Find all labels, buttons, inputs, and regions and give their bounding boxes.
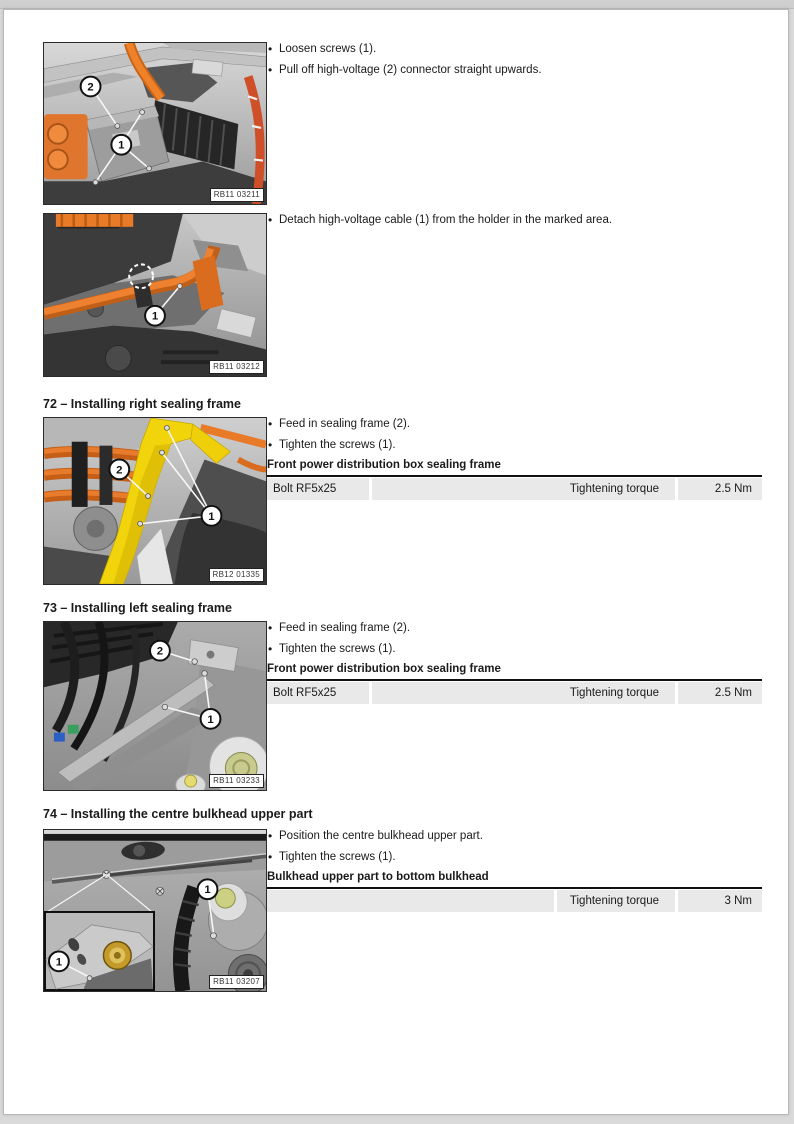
svg-text:1: 1 — [118, 139, 125, 152]
instruction-bullet: • Tighten the screws (1). — [267, 847, 762, 868]
torque-table — [267, 870, 762, 912]
torque-label: Tightening torque — [372, 682, 675, 704]
photo-label: RB12 01335 — [209, 568, 264, 582]
instruction-bullet: • Feed in sealing frame (2). — [267, 414, 762, 435]
torque-table-rule — [267, 887, 762, 889]
torque-table-title: Front power distribution box sealing frame — [267, 459, 501, 471]
instruction-photo-2 — [43, 213, 267, 377]
instruction-bullet: • Tighten the screws (1). — [267, 435, 762, 456]
callout-2 — [150, 641, 170, 661]
manual-page — [3, 9, 789, 1115]
instruction-bullet: • Detach high-voltage cable (1) from the holder in the marked area. — [267, 210, 762, 231]
torque-table-title: Bulkhead upper part to bottom bulkhead — [267, 871, 489, 883]
callout-1 — [145, 306, 165, 326]
engine-bay-connector-illustration — [44, 43, 266, 204]
instruction-bullet: • Tighten the screws (1). — [267, 639, 762, 660]
step-block-connector — [43, 42, 762, 205]
step-block-right-sealing-frame — [43, 417, 762, 585]
torque-value: 2.5 Nm — [678, 478, 762, 500]
svg-text:1: 1 — [207, 713, 214, 726]
step-heading-73: 73 – Installing left sealing frame — [43, 601, 232, 615]
photo-label: RB11 03211 — [210, 188, 264, 202]
svg-text:1: 1 — [208, 510, 215, 523]
instruction-photo-5 — [43, 829, 267, 992]
instruction-photo-1 — [43, 42, 267, 205]
torque-component — [267, 890, 554, 912]
callout-2 — [81, 77, 101, 97]
instruction-bullet: • Loosen screws (1). — [267, 39, 762, 60]
instruction-photo-3 — [43, 417, 267, 585]
svg-text:1: 1 — [55, 956, 63, 969]
instruction-bullet: • Position the centre bulkhead upper part. — [267, 826, 762, 847]
svg-text:2: 2 — [156, 645, 164, 658]
svg-text:1: 1 — [151, 310, 159, 323]
torque-component: Bolt RF5x25 — [267, 682, 369, 704]
bulkhead-illustration — [44, 830, 266, 991]
torque-value: 2.5 Nm — [678, 682, 762, 704]
engine-bay-cable-illustration — [44, 214, 266, 376]
torque-value: 3 Nm — [678, 890, 762, 912]
instruction-bullet: • Pull off high-voltage (2) connector straight upwards. — [267, 60, 762, 81]
callout-1 — [201, 709, 221, 729]
callout-1-main — [198, 879, 218, 899]
right-sealing-frame-illustration — [44, 418, 266, 584]
torque-table — [267, 662, 762, 704]
svg-text:2: 2 — [116, 464, 123, 477]
torque-table-rule — [267, 679, 762, 681]
instruction-bullet: • Feed in sealing frame (2). — [267, 618, 762, 639]
torque-table-row — [267, 682, 762, 704]
left-sealing-frame-illustration — [44, 622, 266, 790]
callout-2 — [109, 460, 129, 480]
torque-table-row — [267, 478, 762, 500]
torque-table-rule — [267, 475, 762, 477]
step-block-cable — [43, 213, 762, 377]
svg-text:2: 2 — [87, 81, 94, 94]
callout-1 — [111, 135, 131, 155]
photo-label: RB11 03207 — [209, 975, 264, 989]
torque-label: Tightening torque — [372, 478, 675, 500]
torque-component: Bolt RF5x25 — [267, 478, 369, 500]
torque-table — [267, 458, 762, 500]
callout-1 — [202, 506, 222, 526]
instruction-photo-4 — [43, 621, 267, 791]
torque-table-row — [267, 890, 762, 912]
viewer-top-margin — [0, 0, 794, 9]
step-heading-72: 72 – Installing right sealing frame — [43, 397, 241, 411]
torque-label: Tightening torque — [557, 890, 675, 912]
callout-1-inset — [49, 951, 69, 971]
photo-label: RB11 03233 — [209, 774, 264, 788]
photo-label: RB11 03212 — [209, 360, 264, 374]
svg-text:1: 1 — [204, 884, 211, 897]
step-block-left-sealing-frame — [43, 621, 762, 791]
step-heading-74: 74 – Installing the centre bulkhead upper part — [43, 807, 313, 821]
step-block-bulkhead — [43, 829, 762, 992]
torque-table-title: Front power distribution box sealing frame — [267, 663, 501, 675]
